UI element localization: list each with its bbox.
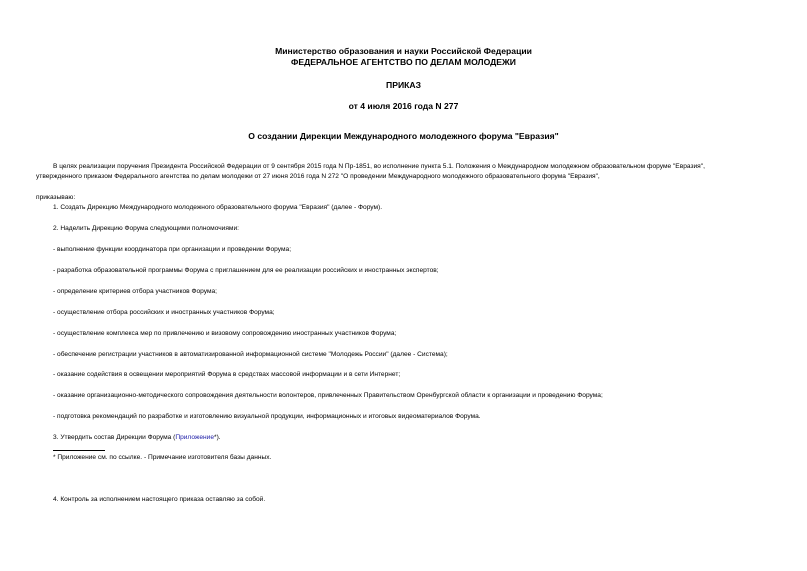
- power-item: - оказание организационно-методического сопровождения деятельности волонтеров, привлеченных Правительством Оренбургской области к организации и проведению Форума;: [53, 392, 603, 399]
- power-item: - обеспечение регистрации участников в автоматизированной информационной системе "Молодежь России" (далее - Система);: [53, 351, 448, 358]
- item-3-prefix: 3. Утвердить состав Дирекции Форума (: [53, 434, 176, 441]
- item-3: [53, 433, 221, 442]
- appendix-link[interactable]: Приложение: [175, 434, 215, 441]
- item-3-suffix: *).: [214, 434, 221, 441]
- preamble-line-1: В целях реализации поручения Президента Российской Федерации от 9 сентября 2015 года N Пр-1851, во исполнение пункта 5.1. Положения о Международном молодежном образовательном форуме "Евразия",: [53, 163, 705, 170]
- document-date-number: от 4 июля 2016 года N 277: [348, 101, 459, 111]
- preamble-line-2: утвержденного приказом Федерального агентства по делам молодежи от 27 июня 2016 года N 272 "О проведении Международного молодежного образовательного форума "Евразия",: [36, 173, 600, 180]
- item-1: 1. Создать Дирекцию Международного молодежного образовательного форума "Евразия" (далее - Форум).: [53, 204, 383, 211]
- document-type: ПРИКАЗ: [386, 80, 421, 90]
- ministry-name: Министерство образования и науки Российской Федерации: [275, 46, 532, 56]
- document-title: О создании Дирекции Международного молодежного форума "Евразия": [248, 131, 559, 141]
- power-item: - определение критериев отбора участников Форума;: [53, 288, 217, 295]
- power-item: - подготовка рекомендаций по разработке и изготовлению визуальной продукции, информационных и итоговых видеоматериалов Форума.: [53, 413, 481, 420]
- power-item: - осуществление комплекса мер по привлечению и визовому сопровождению иностранных участников Форума;: [53, 330, 397, 337]
- agency-name: ФЕДЕРАЛЬНОЕ АГЕНТСТВО ПО ДЕЛАМ МОЛОДЕЖИ: [291, 57, 516, 67]
- item-2: 2. Наделить Дирекцию Форума следующими полномочиями:: [53, 225, 239, 232]
- power-item: - осуществление отбора российских и иностранных участников Форума;: [53, 309, 275, 316]
- power-item: - оказание содействия в освещении мероприятий Форума в средствах массовой информации и в сети Интернет;: [53, 371, 401, 378]
- footnote-divider: [53, 450, 105, 451]
- power-item: - разработка образовательной программы Форума с приглашением для ее реализации российских и иностранных экспертов;: [53, 267, 439, 274]
- order-word: приказываю:: [36, 194, 76, 201]
- power-item: - выполнение функции координатора при организации и проведении Форума;: [53, 246, 292, 253]
- footnote: * Приложение см. по ссылке. - Примечание изготовителя базы данных.: [53, 454, 272, 461]
- item-4: 4. Контроль за исполнением настоящего приказа оставляю за собой.: [53, 496, 266, 503]
